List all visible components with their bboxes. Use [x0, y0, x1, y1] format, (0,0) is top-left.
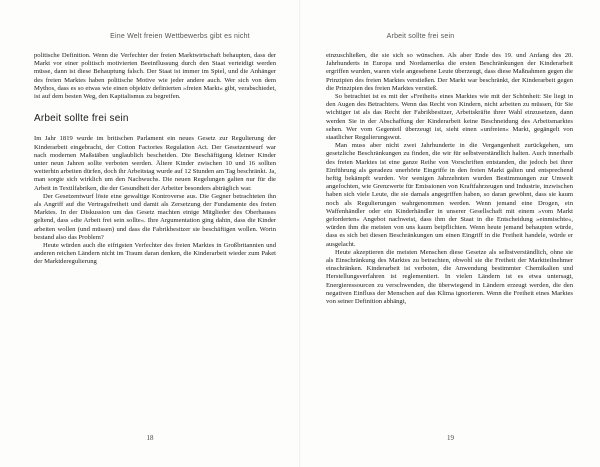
left-running-head: Eine Welt freien Wettbewerbs gibt es nicht — [110, 33, 250, 40]
right-paragraph-3: Man muss aber nicht zwei Jahrhunderte in die Vergangenheit zurückgehen, um gesetzliche Beschränkungen zu finden, die wir für selbstverständlich halten. Auch innerhalb des freien Marktes ist eine ganze Reihe von Vorschriften entstanden, die jedoch bei ihrer Einführung als geradezu unerhörte Eingriffe in den freien Markt galten und entsprechend heftig bekämpft wurden. Vor wenigen Jahrzehnten wurden Bestimmungen zur Umwelt angefochten, wie Grenzwerte für Emissionen von Kraftfahrzeugen und Industrie, inzwischen haben sich viele Leute, die sie damals angegriffen haben, so daran gewöhnt, dass sie kaum noch als Regulierungen wahrgenommen werden. Wenn jemand eine Drogen, ein Waffenhändler oder ein Kinderhändler in unserer Gesellschaft mit einem »vom Markt geforderten« Angebot nachweist, dass ihm der Staat in die Entscheidung »einmischte«, würden ihm die meisten von uns kaum beipflichten. Wenn heute jemand behaupten würde, dass es sich bei diesen Beschränkungen um einen Eingriff in die Freiheit handele, würde er ausgelacht. — [326, 142, 573, 248]
right-page — [301, 0, 600, 467]
left-paragraph-4: Heute würden auch die eifrigsten Verfechter des freien Marktes in Großbritannien und anderen reichen Ländern nicht im Traum daran denken, die Kinderarbeit wieder zum Paket der Marktderegulierung — [34, 242, 276, 266]
section-heading: Arbeit sollte frei sein — [34, 113, 129, 125]
right-paragraph-2: So betrachtet ist es mit der »Freiheit« eines Marktes wie mit der Schönheit: Sie liegt in den Augen des Betrachters. Wenn das Recht von Kindern, nicht arbeiten zu müssen, für Sie wichtiger ist als das Recht der Fabrikbesitzer, Arbeitskräfte ihrer Wahl einzusetzen, dann werden Sie in der Abschaffung der Kinderarbeit keine Beschneidung des Arbeitsmarktes sehen. Wer vom Gegenteil überzeugt ist, sieht einen »unfreien« Markt, gegängelt von staatlicher Regulierungswut. — [326, 93, 573, 142]
right-page-body — [326, 52, 573, 306]
left-paragraph-3: Der Gesetzentwurf löste eine gewaltige Kontroverse aus. Die Gegner betrachteten ihn als Angriff auf die Vertragsfreiheit und damit als Zersetzung der Fundamente des freien Marktes. In der Diskussion um das Gesetz machten einige Mitglieder des Oberhauses geltend, dass »die Arbeit frei sein sollte«. Ihre Argumentation ging dahin, dass die Kinder arbeiten wollen (und müssen) und dass die Fabrikbesitzer sie beschäftigen wollen. Worin bestand also das Problem? — [34, 192, 276, 241]
right-page-number: 19 — [447, 434, 454, 442]
left-paragraph-1: politische Definition. Wenn die Verfechter der freien Marktwirtschaft behaupten, dass der Markt vor einer politisch motivierten Beeinflussung durch den Staat verteidigt werden müsse, dann ist diese Behauptung falsch. Der Staat ist immer im Spiel, und die Anhänger des freien Marktes haben politische Motive wie jeder andere auch. Wer sich von dem Mythos, dass es so etwas wie einen objektiv definierten »freien Markt« gibt, verabschiedet, ist auf dem besten Weg, den Kapitalismus zu begreifen. — [34, 52, 276, 101]
right-paragraph-1: einzuschließen, die sie sich so wünschen. Als aber Ende des 19. und Anfang des 20. Jahrhunderts in Europa und Nordamerika die ersten Beschränkungen der Kinderarbeit ergriffen wurden, waren viele angesehene Leute überzeugt, dass diese Maßnahmen gegen die Prinzipien des freien Marktes verstießen. Der Markt war beschränkt, der Kinderarbeit gegen die Prinzipien des freien Marktes verstieß. — [326, 52, 573, 92]
right-paragraph-4: Heute akzeptieren die meisten Menschen diese Gesetze als selbstverständlich, ohne sie als Einschränkung des Marktes zu betrachten, obwohl sie die Freiheit der Marktteilnehmer einschränken. Kinderarbeit ist verboten, die Anwendung bestimmter Chemikalien und Herstellungsverfahren ist reglementiert. In vielen Ländern ist es etwa untersagt, Energieressourcen zu verschwenden, die überwiegend in Ländern erzeugt werden, die den negativen Einfluss der Menschen auf das Klima ignorieren. Wenn die Freiheit eines Marktes von seiner Definition abhängt, — [326, 248, 573, 306]
right-running-head: Arbeit sollte frei sein — [386, 33, 455, 40]
left-paragraph-2: Im Jahr 1819 wurde im britischen Parlament ein neues Gesetz zur Regulierung der Kinderarbeit eingebracht, der Cotton Factories Regulation Act. Der Gesetzentwurf war nach modernen Maßstäben unglaublich bescheiden. Die Beschäftigung kleiner Kinder unter neun Jahren sollte verboten werden. Ältere Kinder zwischen 10 und 16 sollten weiterhin arbeiten dürfen, doch ihr Arbeitstag wurde auf 12 Stunden am Tag beschränkt. Ja, man sorgte sich wirklich um den Nachwuchs. Die neuen Regelungen galten nur für die Arbeit in Textilfabriken, die der Gesundheit der Arbeiter besonders abträglich war. — [34, 135, 276, 192]
left-page-number: 18 — [146, 434, 154, 442]
left-page-body — [34, 52, 276, 267]
